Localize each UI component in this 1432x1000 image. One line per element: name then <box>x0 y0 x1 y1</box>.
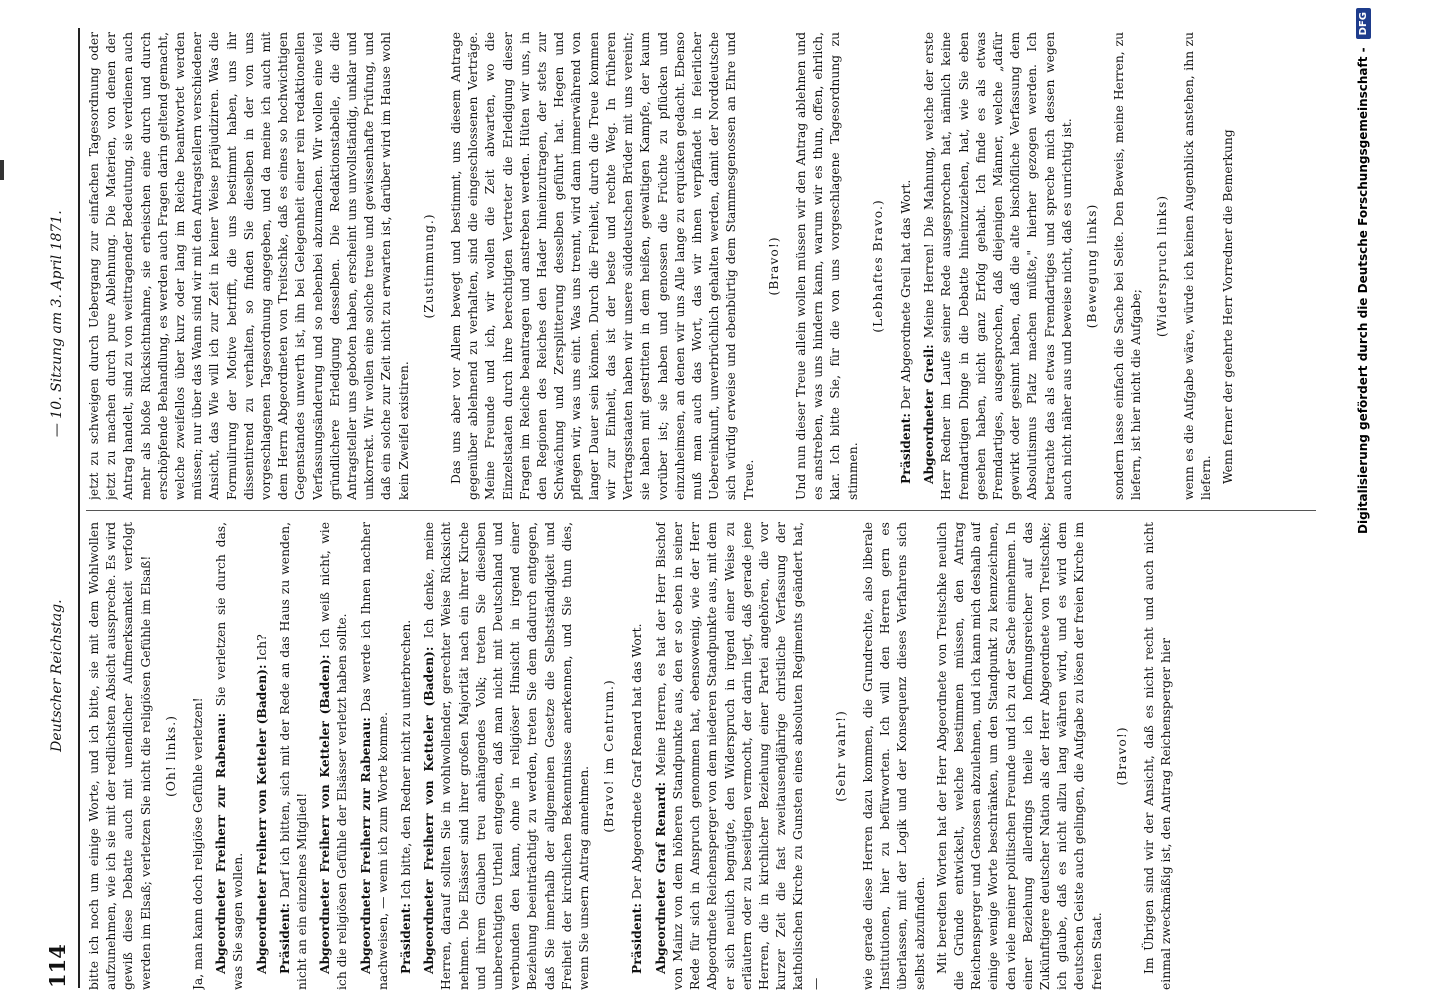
paragraph <box>253 522 271 990</box>
stage-direction: (Bravo!) <box>1114 726 1129 786</box>
paragraph <box>920 32 1076 500</box>
speaker-name: Abgeordneter Freiherr zur Rabenau: <box>357 717 373 974</box>
paragraph-text: Der Abgeordnete Graf Renard hat das Wort. <box>630 623 645 900</box>
stage-direction: (Oh! links.) <box>163 715 178 797</box>
speaker-name: Präsident: <box>629 903 645 974</box>
column-divider <box>86 510 1316 511</box>
paragraph-text: Im Übrigen sind wir der Ansicht, daß es nicht recht und auch nicht einmal zweckmäßig ist, den Antrag Reichensperger hier <box>1141 522 1174 990</box>
page-header <box>40 28 74 988</box>
paragraph <box>212 522 247 990</box>
paragraph <box>793 32 862 500</box>
paragraph <box>316 522 351 990</box>
paragraph <box>190 522 207 990</box>
stage-direction: (Sehr wahr!) <box>833 710 848 802</box>
paragraph <box>1220 32 1237 500</box>
page-number: 114 <box>44 944 70 988</box>
paragraph-text: wenn es die Aufgabe wäre, würde ich keinen Augenblick anstehen, ihn zu liefern. <box>1181 32 1213 500</box>
paragraph-text: jetzt zu schweigen durch Uebergang zur einfachen Tagesordnung oder jetzt zu machen durch pure Ablehnung. Die Materien, von denen der Antrag handelt, sind zu von weittragender Bedeutung, sie verdienen auch mehr als bloße Rücksichtnahme, sie erheischen eine durch und durch erschöpfende Behandlung, es werden auch Fragen darin geltend gemacht, welche zweifellos über kurz oder lang im Reiche beantwortet werden müssen; nur über das Wann sind wir mit den Antragstellern verschiedener Ansicht, das Wie will ich zur Zeit in keiner Weise präjudiziren. Was die Formulirung der Motive betrifft, die uns bestimmt haben, uns ihr dissentirend zu verhalten, so finden Sie dieselben in der von uns vorgeschlagenen Tagesordnung angegeben, und da meine ich auch mit dem Herrn Abgeordneten von Treitschke, daß es eines so hochwichtigen Gegenstandes unwerth ist, ihn bei Gelegenheit einer rein redaktionellen Verfassungsänderung und so nebenbei abzumachen. Wir wollen eine viel gründlichere Erledigung desselben. Die Redaktionstabelle, die die Antragsteller uns geboten haben, erscheint uns unvollständig, unklar und unkorrekt. Wir wollen eine solche treue und gewissenhafte Prüfung, und daß ein solche zur Zeit nicht zu erwarten ist, darüber wird im Hause wohl kein Zweifel existiren. <box>87 32 411 500</box>
paragraph <box>276 522 311 990</box>
paragraph-text: Ich bitte, den Redner nicht zu unterbrechen. <box>399 619 414 900</box>
paragraph <box>1141 522 1175 990</box>
speaker-name: Präsident: <box>276 903 292 974</box>
digitization-credit <box>1345 0 1381 1000</box>
paragraph-text: Ich? <box>254 634 269 661</box>
paragraph-text: sondern lasse einfach die Sache bei Seite. Den Beweis, meine Herren, zu liefern, ist hier nicht die Aufgabe; <box>1112 32 1144 500</box>
paragraph-text: Mit beredten Worten hat der Herr Abgeordnete von Treitschke neulich die Gründe entwickelt, welche bestimmen müssen, den Antrag Reichensperger und Genossen abzulehnen, und ich kann mich deshalb auf einige wenige Worte beschränken, um den Standpunkt zu kennzeichnen, den viele meiner politischen Freunde und ich zu der Sache einnehmen. In einer Beziehung allerdings theile ich hoffnungsreicher auf das Zukünftigere deutscher Nation als der Herr Abgeordnete von Treitschke; ich glaube, daß es nicht allzu lang währen wird, und es wird dem deutschen Geiste auch gelingen, die Aufgabe zu lösen der freien Kirche im freien Staat. <box>934 522 1104 990</box>
stage-direction: (Bravo! im Centrum.) <box>602 679 617 833</box>
speaker-name: Präsident: <box>897 413 913 484</box>
paragraph <box>1111 32 1145 500</box>
header-rule <box>78 28 80 988</box>
paragraph <box>397 522 415 990</box>
text-column-left <box>86 522 1306 990</box>
stage-direction: (Zustimmung.) <box>421 213 436 319</box>
text-column-right <box>86 32 1306 500</box>
digitization-credit-text: Digitalisierung gefördert durch die Deutsche Forschungsgemeinschaft - <box>1356 47 1370 534</box>
paragraph-text: Wenn ferner der geehrte Herr Vorredner die Bemerkung <box>1221 129 1236 484</box>
paragraph-text: Darf ich bitten, sich mit der Rede an das Haus zu wenden, nicht an ein einzelnes Mitglied! <box>277 522 310 990</box>
paragraph-text: Und nun dieser Treue allein wollen müssen wir den Antrag ablehnen und es anstreben, was uns hindern kann, warum wir es thun, offen, ehrlich, klar. Ich bitte Sie, für die von uns vorgeschlagene Tagesordnung zu stimmen. <box>793 32 860 500</box>
header-left: Deutscher Reichstag. <box>49 599 65 752</box>
paragraph-text: Meine Herren! Die Mahnung, welche der erste Herr Redner im Laufe seiner Rede ausgesprochen hat, nämlich keine fremdartigen Dinge in die Debatte hineinzuziehen, hat, wie Sie eben gesehen haben, nicht ganz Erfolg gehabt. Ich finde es als etwas Fremdartiges, ausgesprochen, daß diejenigen Männer, welche „dafür gewirkt oder gesinnt haben, daß die alte bischöfliche Verfassung dem Absolutismus Platz machen müßte," hierher gezogen werden. Ich betrachte das als etwas Fremdartiges und spreche mich dessen wegen auch nicht näher aus und beweise nicht, daß es unrichtig ist. <box>922 32 1074 500</box>
stage-direction: (Lebhaftes Bravo.) <box>870 199 885 333</box>
paragraph <box>86 522 155 990</box>
stage-direction: (Bravo!) <box>766 236 781 296</box>
paragraph <box>420 522 593 990</box>
speaker-name: Abgeordneter Graf Renard: <box>652 782 668 974</box>
paragraph-text: Das werde ich Ihnen nachher nachweisen, — wenn ich zum Worte komme. <box>358 522 390 990</box>
paragraph-text: wie gerade diese Herren dazu kommen, die Grundrechte, also liberale Institutionen, hier zu befürworten. Ich will den Herren gern es überlassen, mit der Logik und der Konsequenz dieses Verfahrens sich selbst abzufinden. <box>860 522 927 990</box>
stage-direction: (Widerspruch links) <box>1154 194 1169 338</box>
paragraph-text: Ich denke, meine Herren, darauf sollten Sie in wohlwollender, gerechter Weise Rücksicht nehmen. Die Elsässer sind ihrer großen Majorität nach ein ihrer Kirche und ihrem Glauben treu anhängendes Volk; treten Sie dieselben unberechtigten Urtheil entgegen, daß man nicht mit Deutschland und verbunden den kann, ohne in religiöser Hinsicht in irgend einer Beziehung beeinträchtigt zu werden, treten Sie dem dadurch entgegen, daß Sie innerhalb der allgemeinen Gesetze die Selbstständigkeit und Freiheit der kirchlichen Bekenntnisse anerkennen, und Sie thun dies, wenn Sie unsern Antrag annehmen. <box>422 522 592 990</box>
speaker-name: Abgeordneter Greil: <box>921 344 937 484</box>
paragraph-text: Ich weiß nicht, wie ich die religiösen Gefühle der Elsässer verletzt haben sollte. <box>318 522 350 990</box>
paragraph <box>1181 32 1215 500</box>
paragraph-text: bitte ich noch um einige Worte, und ich bitte, sie mit dem Wohlwollen aufzunehmen, wie ich sie mit der redlichsten Absicht ausspreche. Es wird gewiß diese Debatte auch mit unendlicher Aufmerksamkeit verfolgt werden im Elsaß; verletzen Sie nicht die religiösen Gefühle im Elsaß! <box>87 522 153 990</box>
dfg-logo: DFG <box>1356 8 1371 39</box>
speaker-name: Abgeordneter Freiherr von Ketteler (Baden): <box>253 664 269 974</box>
paragraph <box>897 32 915 500</box>
header-session: — 10. Sitzung am 3. April 1871. <box>49 210 65 438</box>
speaker-name: Abgeordneter Freiherr von Ketteler (Baden): <box>421 646 437 974</box>
paragraph <box>628 522 646 990</box>
paragraph <box>86 32 413 500</box>
paragraph <box>652 522 825 990</box>
paragraph <box>860 522 929 990</box>
paragraph-text: Der Abgeordnete Greil hat das Wort. <box>898 179 913 410</box>
stage-direction: (Bewegung links) <box>1084 203 1099 329</box>
paragraph-text: Ja, man kann doch religiöse Gefühle verletzen! <box>191 697 206 990</box>
speaker-name: Abgeordneter Freiherr zur Rabenau: <box>213 713 229 974</box>
paragraph-text: Sie verletzen sie durch das, was Sie sagen wollen. <box>214 522 246 990</box>
speaker-name: Abgeordneter Freiherr von Ketteler (Baden): <box>317 654 333 974</box>
paragraph <box>934 522 1106 990</box>
paragraph <box>448 32 758 500</box>
paragraph-text: Meine Herren, es hat der Herr Bischof von Mainz von dem höheren Standpunkte aus, den er so eben in seiner Rede für sich in Anspruch genommen hat, ebensowenig, wie der Herr Abgeordnete Reichensperger von dem niederen Standpunkte aus, mit dem er sich neulich begnügte, den Widerspruch in irgend einer Weise zu erläutern oder zu beseitigen vermocht, der darin liegt, daß gerade jene Herren, die in kirchlicher Beziehung einer Partei angehören, die vor kurzer Zeit die fast zweitausendjährige christliche Verfassung der katholischen Kirche zu Gunsten eines absoluten Regiments geändert hat, — <box>653 522 823 990</box>
paragraph <box>357 522 392 990</box>
paragraph-text: Das uns aber vor Allem bewegt und bestimmt, uns diesem Antrage gegenüber ablehnend zu verhalten, sind die eingeschlossenen Verträge. Meine Freunde und ich, wir wollen die Zeit abwarten, wo die Einzelstaaten durch ihre berechtigten Vertreter die Erledigung dieser Fragen im Reiche beantragen und anstreben werden. Hüten wir uns, in den Regionen des Reiches den Hader hineinzutragen, der stets zur Schwächung und Zersplitterung desselben geführt hat. Hegen und pflegen wir, was uns eint. Was uns trennt, wird dann immerwährend von langer Dauer sein können. Durch die Freiheit, durch die Treue kommen wir zur Einheit, das ist der beste und rechte Weg. In früheren Vertragsstaaten haben wir unsere süddeutschen Brüder mit uns vereint; sie haben mit gestritten in dem heißen, gewaltigen Kampfe, der kaum vorüber ist; sie haben und genossen die Früchte zu pflücken und einzuheimsen, an denen wir uns Alle lange zu erquicken gedacht. Ebenso muß man auch das Wort, das wir ihnen verpfändet in feierlicher Uebereinkunft, unverbrüchlich gehalten werden, damit der Norddeutsche sich würdig erweise und ebenbürtig dem Stammesgenossen an Ehre und Treue. <box>449 32 756 500</box>
speaker-name: Präsident: <box>398 903 414 974</box>
